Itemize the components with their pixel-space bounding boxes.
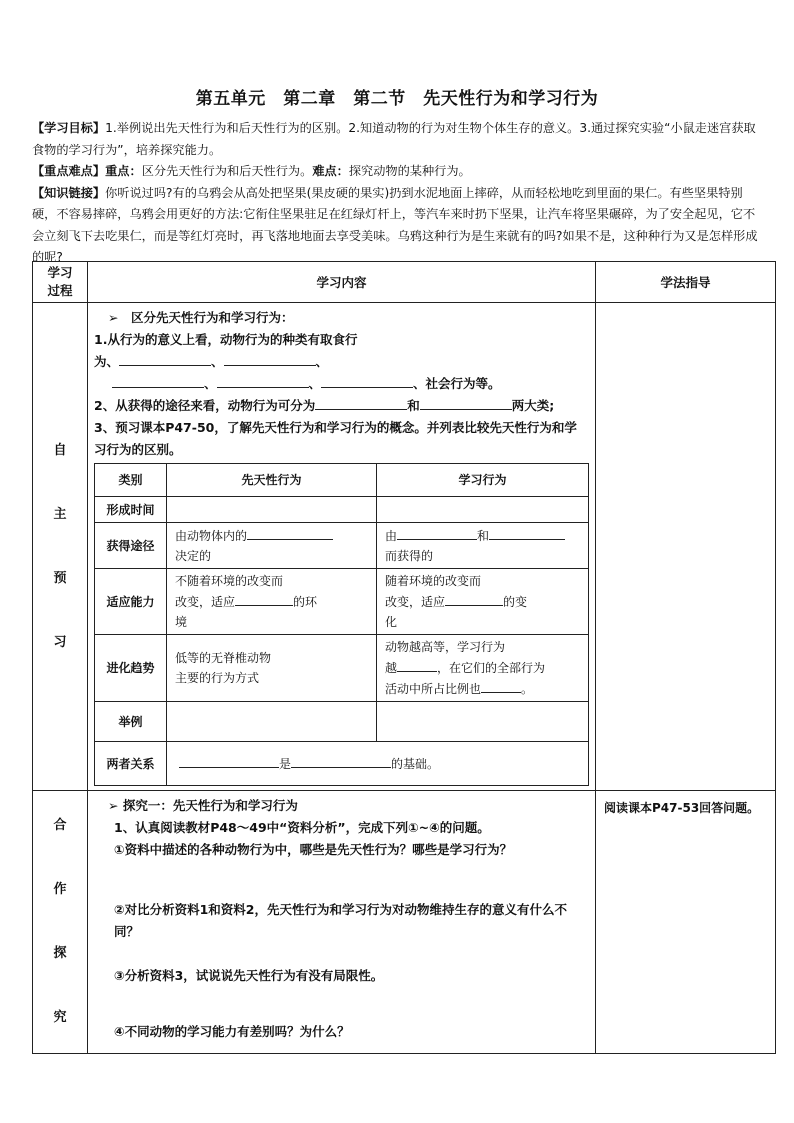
compare-header-category: 类别	[95, 464, 167, 497]
blank-line[interactable]	[112, 373, 204, 388]
q3-line: 3、预习课本P47-50，了解先天性行为和学习行为的概念。并列表比较先天性行为和学习行为的区别。	[94, 420, 577, 457]
cooperative-guide: 阅读课本P47-53回答问题。	[596, 791, 776, 1054]
header-content: 学习内容	[88, 262, 596, 303]
explore-heading: ➢ 探究一：先天性行为和学习行为	[108, 798, 298, 813]
blank-line[interactable]	[235, 591, 293, 606]
self-study-label	[33, 303, 88, 791]
text: 低等的无脊椎动物	[175, 651, 272, 665]
text: 化	[385, 615, 398, 629]
learning-goals	[32, 118, 762, 161]
text: 改变，适应	[385, 595, 446, 609]
q1-line3: 、 、 、社会行为等。	[94, 373, 589, 395]
key-b-text: 探究动物的某种行为。	[348, 164, 471, 178]
q1-line2: 为、 、 、	[94, 351, 589, 373]
text: 是	[279, 757, 292, 771]
cell-evolution-innate	[167, 635, 377, 702]
cooperative-label-text: 合 作 探 究	[53, 818, 67, 1025]
text: 。	[521, 682, 534, 696]
text: 越	[385, 661, 398, 675]
blank-line[interactable]	[179, 753, 279, 768]
text: 和	[477, 529, 490, 543]
row-adaptability: 适应能力	[95, 569, 167, 635]
cell-example-innate[interactable]	[167, 702, 377, 742]
q1-line1: 1.从行为的意义上看，动物行为的种类有取食行	[94, 332, 358, 347]
cell-adaptability-learned	[377, 569, 589, 635]
blank-line[interactable]	[247, 525, 333, 540]
section-cooperative	[33, 791, 776, 1054]
cell-acquisition-learned	[377, 523, 589, 569]
cell-relationship	[167, 742, 589, 786]
text: 主要的行为方式	[175, 671, 260, 685]
q1-suffix: 、社会行为等。	[413, 376, 501, 391]
text: 由动物体内的	[175, 529, 248, 543]
compare-header-learned: 学习行为	[377, 464, 589, 497]
text: 改变，适应	[175, 595, 236, 609]
row-example: 举例	[95, 702, 167, 742]
question-2: ②对比分析资料1和资料2，先天性行为和学习行为对动物维持生存的意义有什么不同？	[114, 902, 567, 939]
blank-line[interactable]	[291, 753, 391, 768]
header-process	[33, 262, 88, 303]
knowledge-link	[32, 183, 762, 269]
compare-table	[94, 463, 589, 786]
text: 活动中所占比例也	[385, 682, 482, 696]
blank-line[interactable]	[397, 525, 477, 540]
explore-instruction: 1、认真阅读教材P48～49中“资料分析”，完成下列①~④的问题。	[114, 820, 490, 835]
blank-line[interactable]	[321, 373, 413, 388]
intro-section	[32, 118, 762, 269]
cell-formation-innate[interactable]	[167, 497, 377, 523]
goal-text: 1.举例说出先天性行为和后天性行为的区别。2.知道动物的行为对生物个体生存的意义。3.通过探究实验“小鼠走迷宫获取食物的学习行为”，培养探究能力。	[32, 121, 756, 157]
self-study-content	[88, 303, 596, 791]
row-evolution: 进化趋势	[95, 635, 167, 702]
key-label: 【重点难点】	[32, 164, 106, 178]
compare-header-innate: 先天性行为	[167, 464, 377, 497]
q2-mid: 和	[407, 398, 420, 413]
cell-evolution-learned	[377, 635, 589, 702]
cell-acquisition-innate	[167, 523, 377, 569]
blank-line[interactable]	[315, 395, 407, 410]
text: 而获得的	[385, 549, 434, 563]
header-process-text: 学习 过程	[47, 265, 73, 298]
blank-line[interactable]	[217, 373, 309, 388]
blank-line[interactable]	[397, 657, 437, 672]
table-header	[33, 262, 776, 303]
link-label: 【知识链接】	[32, 185, 106, 200]
row-relationship: 两者关系	[95, 742, 167, 786]
key-points	[32, 161, 762, 183]
text: 动物越高等，学习行为	[385, 640, 506, 654]
key-a-text: 区分先天性行为和后天性行为。	[141, 164, 313, 178]
text: 的环	[293, 595, 318, 609]
self-study-guide	[596, 303, 776, 791]
q2-prefix: 2、从获得的途径来看，动物行为可分为	[94, 398, 316, 413]
goal-label: 【学习目标】	[32, 121, 106, 135]
key-a-label: 重点：	[105, 164, 142, 178]
text: ，在它们的全部行为	[437, 661, 546, 675]
section-self-study	[33, 303, 776, 791]
self-study-label-text: 自 主 预 习	[53, 442, 67, 650]
cell-adaptability-innate	[167, 569, 377, 635]
link-text: 你听说过吗?有的乌鸦会从高处把坚果(果皮硬的果实)扔到水泥地面上摔碎，从而轻松地吃到里面的果仁。有些坚果特别硬，不容易摔碎，乌鸦会用更好的方法:它衔住坚果驻足在红绿灯杆上，等汽车来时扔下坚果，让汽车将坚果碾碎，为了安全起见，它不会立刻飞下去吃果仁，而是等红灯亮时，再飞落地地面去享受美味。乌鸦这种行为是生来就有的吗?如果不是，这种种行为又是怎样形成的呢?	[32, 185, 758, 264]
question-1: ①资料中描述的各种动物行为中，哪些是先天性行为？哪些是学习行为？	[114, 842, 513, 857]
text: 境	[175, 615, 188, 629]
cell-formation-learned[interactable]	[377, 497, 589, 523]
study-table	[32, 261, 776, 1054]
text: 由	[385, 529, 398, 543]
blank-line[interactable]	[489, 525, 565, 540]
blank-line[interactable]	[481, 678, 521, 693]
cell-example-learned[interactable]	[377, 702, 589, 742]
cooperative-label	[33, 791, 88, 1054]
text: 的变	[503, 595, 528, 609]
cooperative-content	[88, 791, 596, 1054]
blank-line[interactable]	[445, 591, 503, 606]
text: 决定的	[175, 549, 212, 563]
text: 的基础。	[391, 757, 440, 771]
key-b-label: 难点：	[312, 164, 349, 178]
row-formation-time: 形成时间	[95, 497, 167, 523]
text: 随着环境的改变而	[385, 574, 482, 588]
page-title: 第五单元 第二章 第二节 先天性行为和学习行为	[195, 89, 599, 109]
row-acquisition: 获得途径	[95, 523, 167, 569]
q2-suffix: 两大类;	[511, 398, 555, 413]
text: 不随着环境的改变而	[175, 574, 284, 588]
q1-prefix: 为、	[94, 354, 120, 369]
blank-line[interactable]	[119, 351, 211, 366]
question-4: ④不同动物的学习能力有差别吗？为什么？	[114, 1024, 350, 1039]
header-guide: 学法指导	[596, 262, 776, 303]
question-3: ③分析资料3，试说说先天性行为有没有局限性。	[114, 968, 384, 983]
self-study-heading: ➢ 区分先天性行为和学习行为：	[108, 310, 294, 325]
blank-line[interactable]	[224, 351, 316, 366]
q2-line	[94, 395, 589, 417]
blank-line[interactable]	[420, 395, 512, 410]
